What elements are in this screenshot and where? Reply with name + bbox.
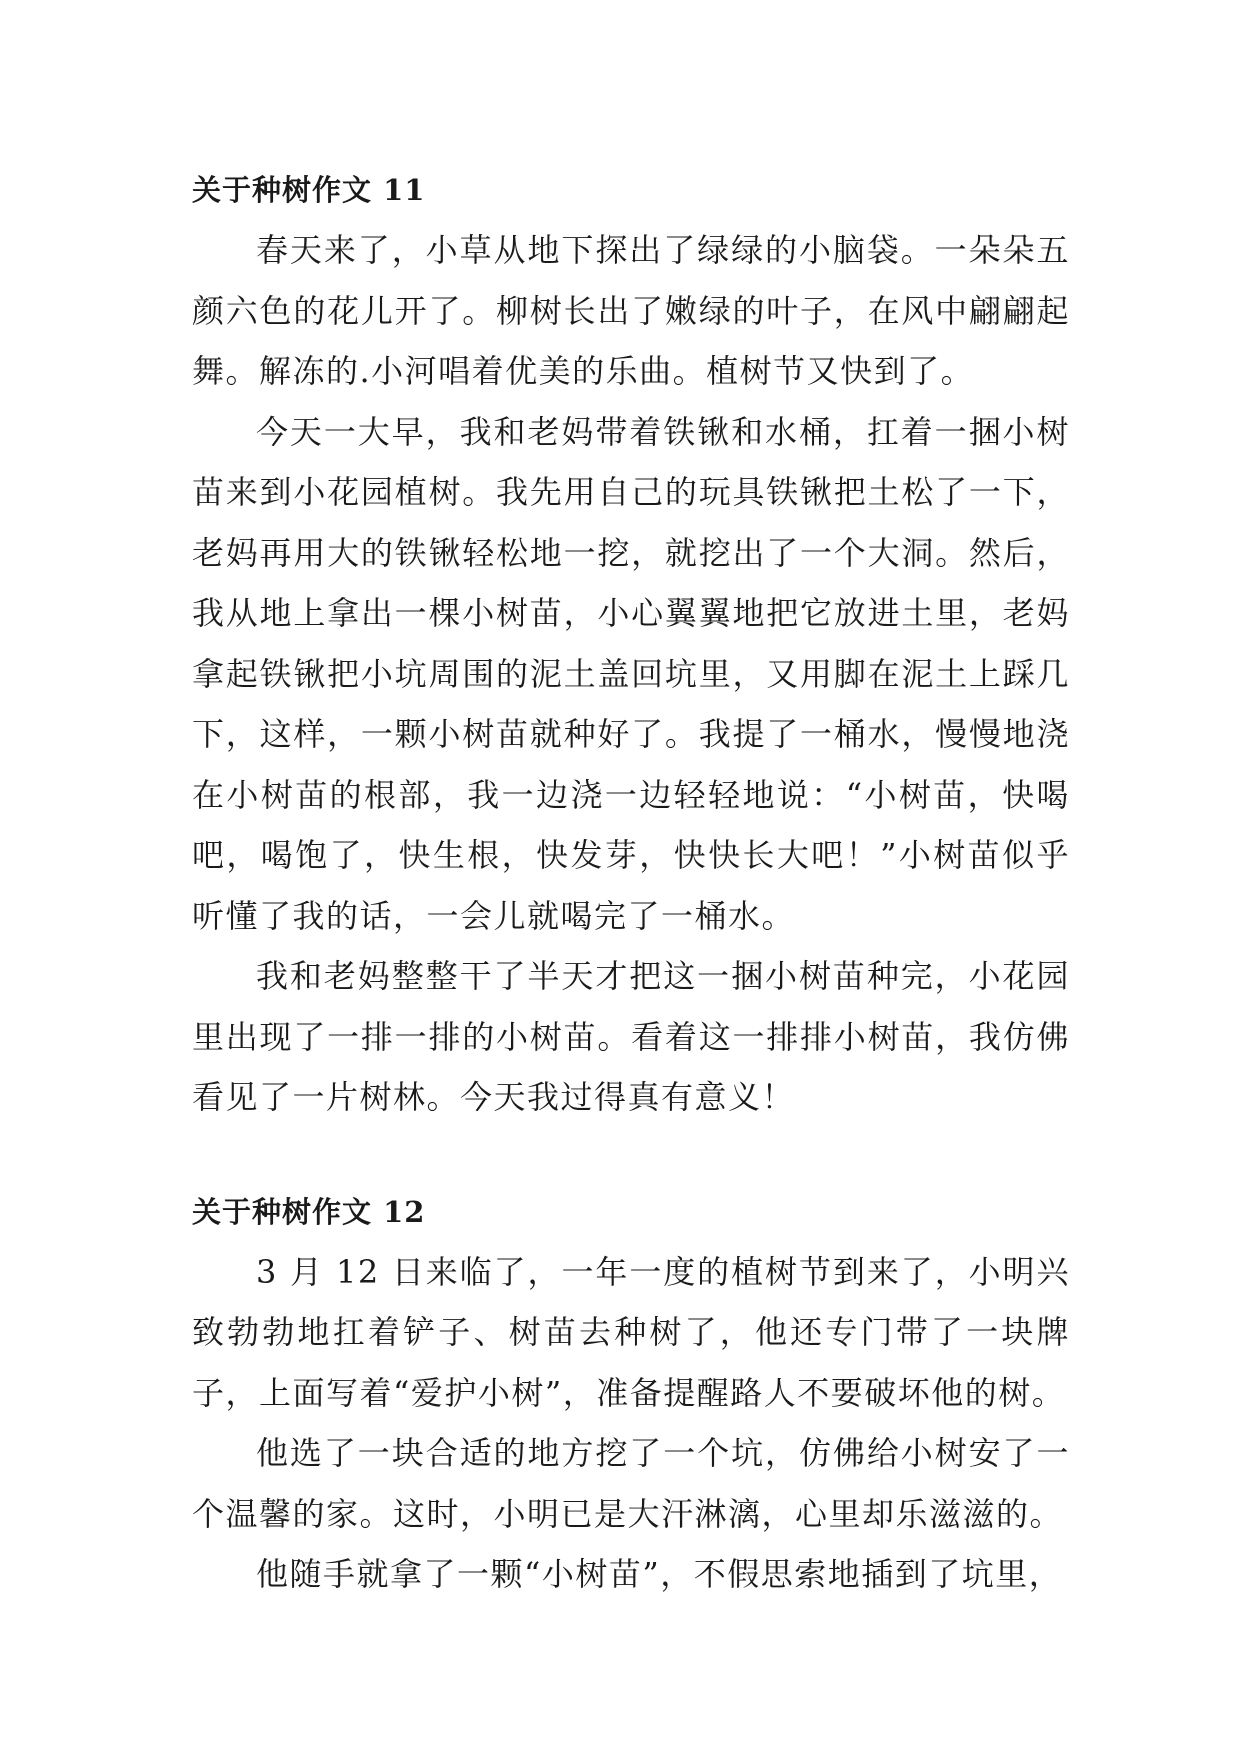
essay-section-11 — [192, 160, 1070, 1128]
document-page — [192, 160, 1070, 1605]
paragraph: 3 月 12 日来临了，一年一度的植树节到来了，小明兴致勃勃地扛着铲子、树苗去种树了，他还专门带了一块牌子，上面写着“爱护小树”，准备提醒路人不要破坏他的树。 — [192, 1252, 1070, 1412]
paragraph: 他随手就拿了一颗“小树苗”，不假思索地插到了坑里， — [256, 1555, 1063, 1593]
paragraph: 我和老妈整整干了半天才把这一捆小树苗种完，小花园里出现了一排一排的小树苗。看着这一排排小树苗，我仿佛看见了一片树林。今天我过得真有意义！ — [192, 957, 1070, 1116]
paragraph: 他选了一块合适的地方挖了一个坑，仿佛给小树安了一个温馨的家。这时，小明已是大汗淋漓，心里却乐滋滋的。 — [192, 1434, 1070, 1533]
paragraph: 春天来了，小草从地下探出了绿绿的小脑袋。一朵朵五颜六色的花儿开了。柳树长出了嫩绿的叶子，在风中翩翩起舞。解冻的.小河唱着优美的乐曲。植树节又快到了。 — [192, 231, 1070, 390]
section-title: 关于种树作文 11 — [192, 173, 426, 207]
paragraph: 今天一大早，我和老妈带着铁锹和水桶，扛着一捆小树苗来到小花园植树。我先用自己的玩具铁锹把土松了一下，老妈再用大的铁锹轻松地一挖，就挖出了一个大洞。然后，我从地上拿出一棵小树苗，小心翼翼地把它放进土里，老妈拿起铁锹把小坑周围的泥土盖回坑里，又用脚在泥土上踩几下，这样，一颗小树苗就种好了。我提了一桶水，慢慢地浇在小树苗的根部，我一边浇一边轻轻地说：“小树苗，快喝吧，喝饱了，快生根，快发芽，快快长大吧！”小树苗似乎听懂了我的话，一会儿就喝完了一桶水。 — [192, 412, 1070, 935]
essay-section-12 — [192, 1182, 1070, 1605]
section-title: 关于种树作文 12 — [192, 1194, 426, 1229]
